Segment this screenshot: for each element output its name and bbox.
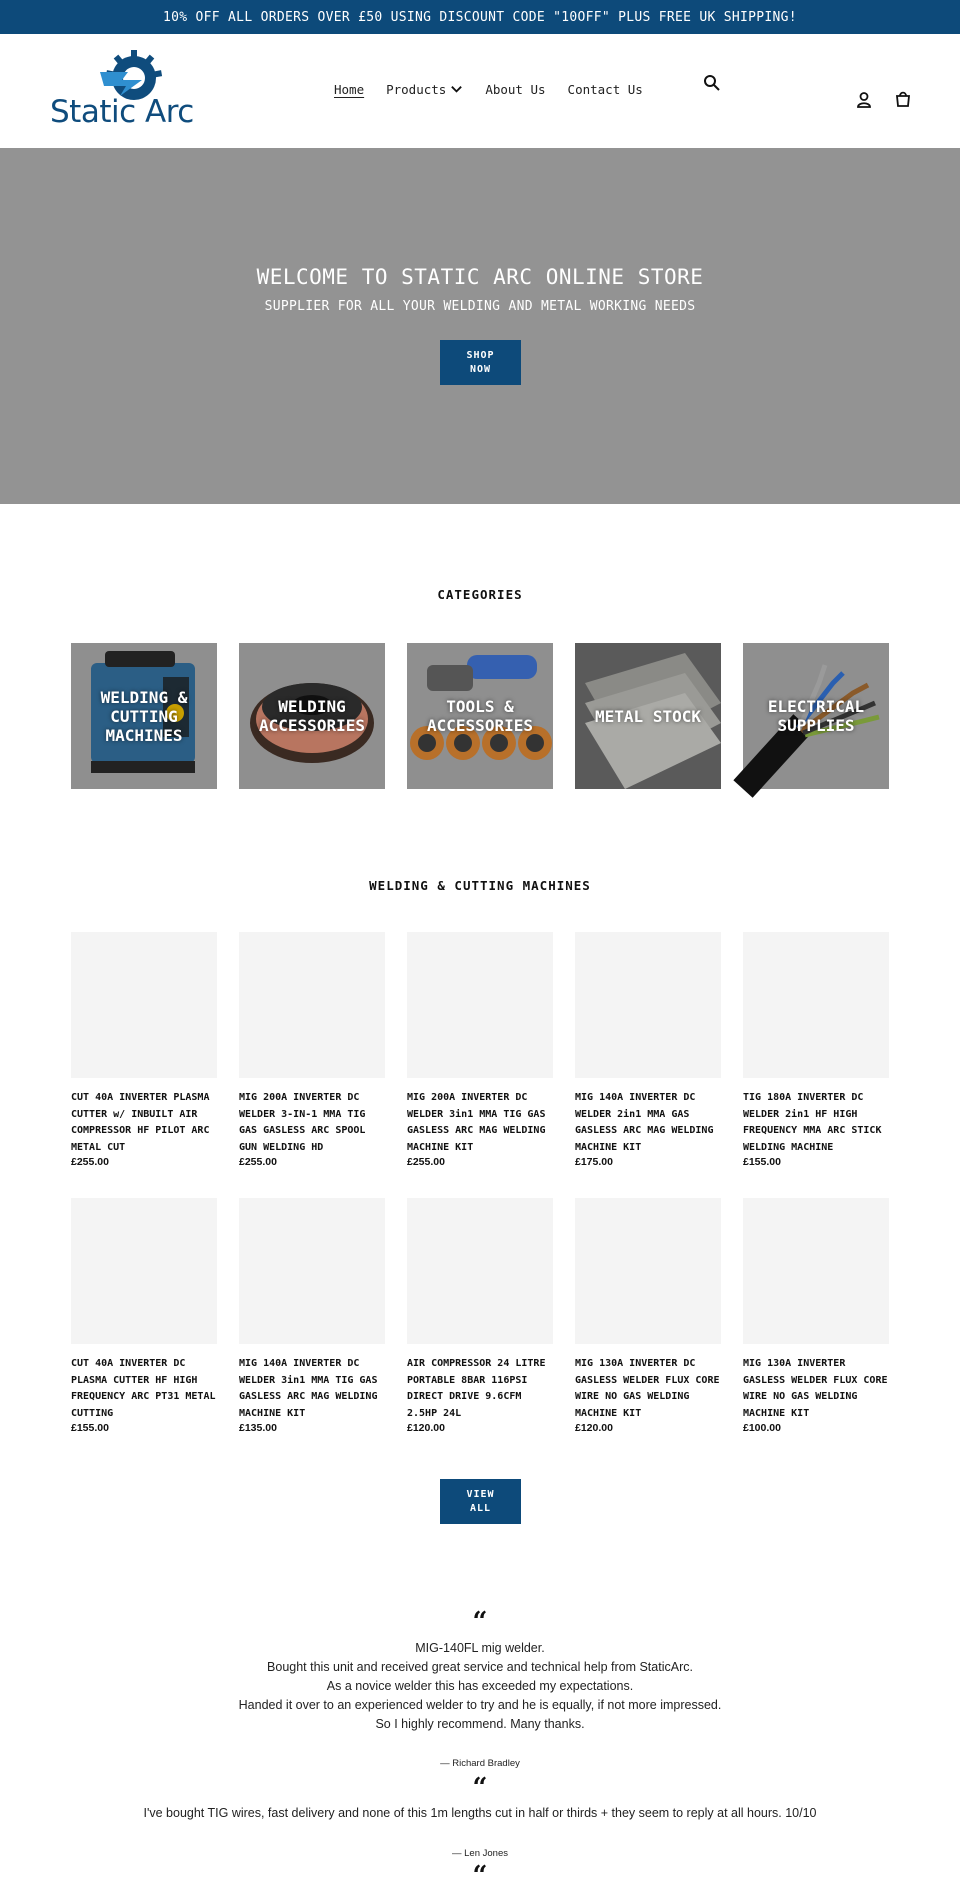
product-card[interactable] [239, 1198, 385, 1434]
category-label: ELECTRICAL SUPPLIES [767, 697, 865, 735]
nav-about[interactable]: About Us [485, 82, 546, 97]
announcement-bar [0, 0, 960, 34]
product-price: £155.00 [743, 1156, 781, 1168]
account-icon[interactable] [855, 91, 873, 109]
product-card[interactable] [743, 932, 889, 1168]
hero-banner [0, 148, 960, 504]
product-image [575, 1198, 721, 1344]
testimonial-line: So I highly recommend. Many thanks. [375, 1717, 585, 1731]
testimonial-author: — Richard Bradley [440, 1758, 520, 1769]
quote-icon: “ [472, 1773, 488, 1803]
product-image [407, 932, 553, 1078]
hero-title: WELCOME TO STATIC ARC ONLINE STORE [256, 265, 704, 289]
featured-collection-title: WELDING & CUTTING MACHINES [369, 878, 591, 893]
product-name: TIG 180A INVERTER DC WELDER 2in1 HF HIGH FREQUENCY MMA ARC STICK WELDING MACHINE [743, 1092, 882, 1153]
product-price: £255.00 [239, 1156, 277, 1168]
product-card[interactable] [575, 1198, 721, 1434]
product-image [743, 932, 889, 1078]
testimonial-line: Handed it over to an experienced welder to try and he is equally, if not more impressed. [238, 1698, 722, 1712]
view-all-button[interactable]: VIEW ALL [440, 1479, 521, 1524]
category-welding-machines[interactable] [71, 643, 217, 789]
main-nav [334, 82, 643, 97]
category-label: METAL STOCK [595, 706, 701, 726]
category-welding-accessories[interactable] [239, 643, 385, 789]
testimonial-author: — Len Jones [452, 1848, 508, 1859]
product-image [71, 932, 217, 1078]
product-name: MIG 200A INVERTER DC WELDER 3-IN-1 MMA TIG GAS GASLESS ARC SPOOL GUN WELDING HD [239, 1092, 366, 1153]
product-name: CUT 40A INVERTER PLASMA CUTTER w/ INBUILT AIR COMPRESSOR HF PILOT ARC METAL CUT [71, 1092, 210, 1153]
quote-icon: “ [472, 1607, 488, 1637]
announcement-text: 10% OFF ALL ORDERS OVER £50 USING DISCOUNT CODE "10OFF" PLUS FREE UK SHIPPING! [163, 9, 797, 25]
product-image [407, 1198, 553, 1344]
logo-gear-icon [50, 50, 212, 100]
product-price: £120.00 [407, 1422, 445, 1434]
categories-title: CATEGORIES [437, 587, 523, 602]
product-name: MIG 200A INVERTER DC WELDER 3in1 MMA TIG GAS GASLESS ARC MAG WELDING MACHINE KIT [407, 1092, 546, 1153]
nav-contact[interactable]: Contact Us [567, 82, 643, 97]
nav-products[interactable] [386, 82, 463, 97]
testimonial-line: MIG-140FL mig welder. [415, 1641, 545, 1655]
product-image [239, 1198, 385, 1344]
site-header [0, 34, 960, 148]
product-price: £155.00 [71, 1422, 109, 1434]
product-name: MIG 140A INVERTER DC WELDER 3in1 MMA TIG GAS GASLESS ARC MAG WELDING MACHINE KIT [239, 1358, 378, 1419]
category-electrical-supplies[interactable] [743, 643, 889, 789]
product-price: £255.00 [71, 1156, 109, 1168]
product-card[interactable] [71, 932, 217, 1168]
search-icon[interactable] [703, 74, 721, 92]
category-label: TOOLS & ACCESSORIES [427, 697, 533, 735]
category-label: WELDING ACCESSORIES [259, 697, 365, 735]
product-card[interactable] [407, 932, 553, 1168]
logo-text: Static Arc [50, 94, 194, 130]
nav-products-label: Products [386, 82, 447, 97]
product-card[interactable] [743, 1198, 889, 1434]
product-image [743, 1198, 889, 1344]
product-name: CUT 40A INVERTER DC PLASMA CUTTER HF HIGH FREQUENCY ARC PT31 METAL CUTTING [71, 1358, 216, 1419]
quote-icon: “ [472, 1861, 488, 1891]
product-card[interactable] [239, 932, 385, 1168]
product-name: MIG 140A INVERTER DC WELDER 2in1 MMA GAS GASLESS ARC MAG WELDING MACHINE KIT [575, 1092, 714, 1153]
product-name: MIG 130A INVERTER GASLESS WELDER FLUX CORE WIRE NO GAS WELDING MACHINE KIT [743, 1358, 888, 1419]
product-name: AIR COMPRESSOR 24 LITRE PORTABLE 8BAR 116PSI DIRECT DRIVE 9.6CFM 2.5HP 24L [407, 1358, 546, 1419]
product-price: £100.00 [743, 1422, 781, 1434]
product-image [239, 932, 385, 1078]
testimonial-text [0, 1639, 960, 1734]
product-price: £135.00 [239, 1422, 277, 1434]
chevron-down-icon [450, 83, 463, 96]
product-image [71, 1198, 217, 1344]
product-card[interactable] [407, 1198, 553, 1434]
product-price: £120.00 [575, 1422, 613, 1434]
category-label: WELDING & CUTTING MACHINES [100, 687, 188, 745]
shop-now-button[interactable]: SHOP NOW [440, 340, 521, 385]
product-card[interactable] [575, 932, 721, 1168]
testimonial-line: Bought this unit and received great service and technical help from StaticArc. [267, 1660, 693, 1674]
product-card[interactable] [71, 1198, 217, 1434]
hero-subtitle: SUPPLIER FOR ALL YOUR WELDING AND METAL WORKING NEEDS [264, 299, 696, 314]
testimonial-line: As a novice welder this has exceeded my expectations. [326, 1679, 634, 1693]
logo[interactable] [50, 50, 212, 132]
product-price: £255.00 [407, 1156, 445, 1168]
testimonial-text [0, 1804, 960, 1823]
testimonial-line: I've bought TIG wires, fast delivery and none of this 1m lengths cut in half or thirds + they seem to reply at all hours. 10/10 [143, 1806, 817, 1820]
product-image [575, 932, 721, 1078]
category-tools-accessories[interactable] [407, 643, 553, 789]
product-name: MIG 130A INVERTER DC GASLESS WELDER FLUX CORE WIRE NO GAS WELDING MACHINE KIT [575, 1358, 720, 1419]
nav-home[interactable]: Home [334, 82, 365, 97]
category-metal-stock[interactable] [575, 643, 721, 789]
cart-icon[interactable] [894, 90, 912, 108]
product-price: £175.00 [575, 1156, 613, 1168]
